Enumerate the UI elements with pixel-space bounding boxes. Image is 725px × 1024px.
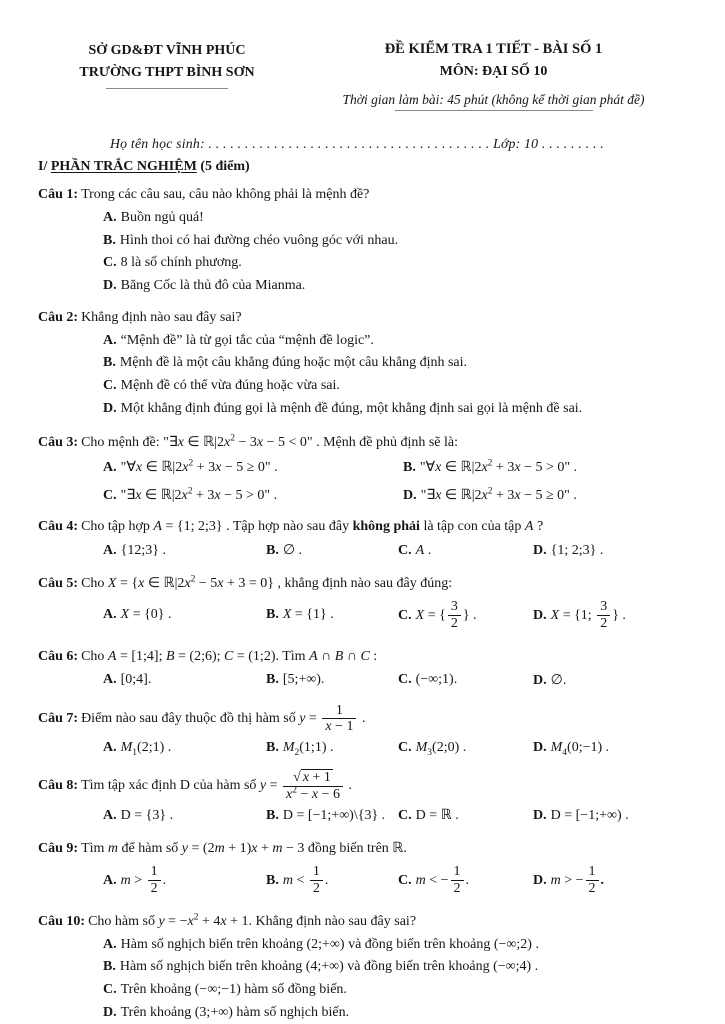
question-7-label: Câu 7: [38, 710, 79, 726]
question-5-label: Câu 5: [38, 576, 79, 592]
question-1 [38, 184, 691, 298]
option-c-text: "∃x ∈ $ℝ|2x^2 + 3x - 5 > 0$" . [120, 486, 278, 504]
section-points: (5 điểm) [196, 158, 250, 174]
question-6-stem [38, 646, 691, 667]
question-1-option-a [103, 207, 691, 230]
question-6-text: Cho A = [1;4]; B = (2;6); C = (1;2). Tìm A ∩ B ∩ C : [81, 648, 378, 664]
exam-title: ĐỀ KIỂM TRA 1 TIẾT - BÀI SỐ 1 [384, 41, 603, 57]
department-name: SỞ GD&ĐT VĨNH PHÚC [88, 43, 246, 58]
option-b-label: B. [266, 607, 279, 623]
question-9-stem [38, 838, 691, 859]
option-a-label: A. [103, 607, 117, 623]
question-9-options [38, 861, 691, 898]
option-c-label: C. [398, 739, 412, 755]
duration-rule [395, 110, 593, 111]
option-d-label: D. [533, 542, 547, 558]
question-3-option-c [103, 487, 403, 504]
question-8-option-b [266, 808, 398, 824]
question-2-text: Khẳng định nào sau đây sai? [81, 309, 242, 325]
option-c-text: A . [415, 542, 432, 558]
question-1-stem [38, 184, 691, 205]
option-c-label: C. [398, 872, 412, 888]
question-8 [38, 770, 691, 826]
question-9-option-d [533, 864, 691, 896]
question-10-text: Cho hàm số $y = -x^2 + 4x + 1$. Khẳng định nào sau đây sai? [88, 911, 417, 929]
question-3-options [38, 455, 691, 504]
option-a-label: A. [103, 739, 117, 755]
option-a-text: Hàm số nghịch biến trên khoảng (2;+∞) và đồng biến trên khoảng (−∞;2) . [120, 936, 539, 952]
question-5-option-c [398, 599, 533, 631]
question-1-label: Câu 1: [38, 186, 79, 202]
option-a-label: A. [103, 542, 117, 558]
section-prefix: I/ [38, 158, 51, 174]
option-b-text: m < $\frac{1}{2}$ . [282, 864, 329, 896]
option-d-label: D. [533, 672, 547, 688]
question-6 [38, 646, 691, 691]
question-7 [38, 703, 691, 758]
option-d-label: D. [103, 1004, 117, 1020]
option-a-text: D = {3} . [120, 807, 174, 823]
option-d-label: D. [533, 739, 547, 755]
question-10-option-a [103, 934, 691, 957]
option-b-text: Hàm số nghịch biến trên khoảng (4;+∞) và đồng biến trên khoảng (−∞;4) . [119, 959, 539, 975]
question-3-label: Câu 3: [38, 435, 79, 451]
question-1-text: Trong các câu sau, câu nào không phải là mệnh đề? [81, 186, 370, 202]
question-4 [38, 516, 691, 561]
option-a-text: "∀x ∈ $ℝ|2x^2 + 3x - 5 \ge 0$" . [120, 458, 278, 476]
option-c-label: C. [398, 672, 412, 688]
question-8-option-c [398, 807, 533, 824]
option-b-label: B. [266, 543, 279, 559]
option-c-text: (−∞;1). [415, 672, 458, 688]
question-4-option-b [266, 542, 398, 559]
question-5 [38, 573, 691, 633]
option-a-text: Buồn ngủ quá! [120, 209, 204, 225]
question-10-option-b [103, 956, 691, 979]
question-6-option-b [266, 672, 398, 688]
question-7-stem [38, 703, 691, 735]
exam-subject: MÔN: ĐẠI SỐ 10 [439, 64, 548, 80]
option-c-text: Mệnh đề có thể vừa đúng hoặc vừa sai. [120, 377, 340, 393]
question-5-option-a [103, 607, 266, 623]
question-4-option-c [398, 543, 533, 559]
question-3-option-d [403, 487, 691, 504]
question-4-text: Cho tập hợp A = {1; 2;3} . Tập hợp nào sau đây không phải là tập con của tập A ? [81, 519, 544, 535]
option-c-label: C. [398, 542, 412, 558]
section-name: PHẦN TRẮC NGHIỆM [50, 158, 197, 174]
question-9-option-a [103, 864, 266, 896]
option-d-label: D. [533, 607, 547, 623]
option-a-label: A. [103, 872, 117, 888]
question-3 [38, 432, 691, 504]
question-7-option-a [103, 740, 266, 756]
option-b-text: D = [−1;+∞)\{3} . [282, 807, 386, 823]
question-4-label: Câu 4: [38, 519, 79, 535]
option-c-text: X = { $\frac{3}{2}$ } . [415, 599, 477, 631]
school-block-rule [106, 88, 228, 89]
option-d-text: m > − $\frac{1}{2}$ . [550, 864, 605, 896]
question-5-options [38, 596, 691, 633]
option-c-text: $M_3(2;0)$ . [415, 739, 467, 758]
option-d-text: Trên khoảng (3;+∞) hàm số nghịch biến. [120, 1004, 350, 1020]
option-b-label: B. [266, 672, 279, 688]
exam-title-block [296, 38, 691, 111]
student-info-line: Họ tên học sinh: . . . . . . . . . . . . . . . . . . . . . . . . . . . . . . . . . . . . . . . Lớp: 10 . . . . . . . . . [110, 135, 604, 151]
question-4-option-d [533, 543, 691, 559]
question-4-options [38, 539, 691, 561]
question-5-text: Cho X = {x ∈ $ℝ|2x^2 - 5x + 3 = 0$} , khẳng định nào sau đây đúng: [81, 574, 453, 592]
section-title [38, 159, 691, 175]
question-9-option-b [266, 864, 398, 896]
question-10-label: Câu 10: [38, 913, 86, 929]
option-b-label: B. [266, 872, 279, 888]
option-c-text: 8 là số chính phương. [120, 255, 242, 271]
option-d-text: $M_4(0;-1)$ . [550, 739, 610, 758]
option-b-text: X = {1} . [282, 607, 334, 623]
question-9 [38, 838, 691, 898]
question-6-option-c [398, 672, 533, 688]
school-name: TRƯỜNG THPT BÌNH SƠN [79, 64, 255, 80]
question-4-option-a [103, 543, 266, 559]
option-a-text: X = {0} . [120, 607, 172, 623]
option-b-text: [5;+∞). [282, 672, 325, 688]
question-6-label: Câu 6: [38, 648, 79, 664]
option-d-text: {1; 2;3} . [550, 542, 604, 558]
option-d-text: Băng Cốc là thủ đô của Mianma. [120, 277, 306, 293]
question-7-text: Điểm nào sau đây thuộc đồ thị hàm số y = $\frac{1}{x - 1}$ . [81, 702, 366, 735]
question-2-option-c [103, 375, 691, 398]
option-d-label: D. [103, 277, 117, 293]
question-3-stem [38, 432, 691, 453]
option-a-text: [0;4]. [120, 672, 152, 688]
question-9-option-c [398, 864, 533, 896]
option-d-text: X = {1; $\frac{3}{2}$ } . [550, 599, 626, 631]
question-6-options [38, 669, 691, 691]
option-d-label: D. [533, 807, 547, 823]
question-8-text: Tìm tập xác định D của hàm số y = $\frac{√ x + 1}{x^2 - x - 6}$ . [81, 769, 353, 802]
question-5-option-b [266, 607, 398, 623]
question-7-option-c [398, 740, 533, 756]
option-d-label: D. [533, 872, 547, 888]
option-c-label: C. [103, 377, 117, 393]
question-9-label: Câu 9: [38, 841, 79, 857]
question-10-option-c [103, 979, 691, 1002]
question-10 [38, 911, 691, 1024]
question-8-label: Câu 8: [38, 778, 79, 794]
question-6-option-d [533, 672, 691, 689]
question-2 [38, 307, 691, 421]
option-c-label: C. [103, 488, 117, 504]
option-b-label: B. [103, 355, 116, 371]
question-3-option-b [403, 459, 691, 476]
option-b-text: Mệnh đề là một câu khẳng đúng hoặc một câu khẳng định sai. [119, 355, 468, 371]
option-c-text: D = ℝ . [415, 808, 459, 824]
option-c-label: C. [398, 808, 412, 824]
option-c-text: Trên khoảng (−∞;−1) hàm số đồng biến. [120, 981, 347, 997]
option-d-text: Một khẳng định đúng gọi là mệnh đề đúng, một khẳng định sai gọi là mệnh đề sai. [120, 400, 583, 416]
exam-header [38, 38, 691, 111]
option-a-label: A. [103, 936, 117, 952]
option-c-label: C. [103, 255, 117, 271]
question-10-options [38, 934, 691, 1024]
option-a-text: “Mệnh đề” là từ gọi tắc của “mệnh đề logic”. [120, 332, 374, 348]
option-a-text: m > $\frac{1}{2}$ . [120, 864, 167, 896]
option-a-label: A. [103, 460, 117, 476]
option-b-label: B. [266, 807, 279, 823]
exam-duration: Thời gian làm bài: 45 phút (không kể thời gian phát đề) [342, 91, 645, 107]
question-8-stem [38, 770, 691, 802]
option-d-label: D. [403, 488, 417, 504]
question-2-options [38, 330, 691, 421]
option-a-label: A. [103, 332, 117, 348]
question-3-text: Cho mệnh đề: "∃x ∈ $ℝ|2x^2 - 3x - 5 < 0$" . Mệnh đề phủ định sẽ là: [81, 433, 459, 451]
option-a-label: A. [103, 209, 117, 225]
option-d-text: ∅. [550, 672, 567, 688]
question-3-option-a [103, 459, 403, 476]
option-d-label: D. [103, 400, 117, 416]
question-5-stem [38, 573, 691, 594]
question-8-option-a [103, 808, 266, 824]
option-a-label: A. [103, 672, 117, 688]
option-d-text: "∃x ∈ $ℝ|2x^2 + 3x - 5 \ge 0$" . [420, 486, 577, 504]
question-6-option-a [103, 672, 266, 688]
option-a-label: A. [103, 807, 117, 823]
option-b-label: B. [403, 460, 416, 476]
option-a-text: $M_1(2;1)$ . [120, 739, 172, 758]
question-9-text: Tìm m để hàm số y = (2m + 1)x + m − 3 đồng biến trên ℝ. [81, 841, 407, 857]
option-d-text: D = [−1;+∞) . [550, 807, 629, 823]
question-2-option-b [103, 352, 691, 375]
question-8-option-d [533, 808, 691, 824]
question-7-option-d [533, 740, 691, 756]
option-b-text: Hình thoi có hai đường chéo vuông góc với nhau. [119, 232, 399, 248]
school-block [38, 38, 296, 111]
option-b-text: $M_2(1;1)$ . [282, 739, 334, 758]
option-b-text: ∅ . [282, 543, 303, 559]
question-2-label: Câu 2: [38, 309, 79, 325]
question-2-stem [38, 307, 691, 328]
question-10-stem [38, 911, 691, 932]
question-4-stem [38, 516, 691, 537]
option-b-label: B. [266, 739, 279, 755]
question-8-options [38, 804, 691, 826]
question-7-option-b [266, 740, 398, 756]
option-b-label: B. [103, 232, 116, 248]
option-b-text: "∀x ∈ $ℝ|2x^2 + 3x - 5 > 0$" . [419, 458, 578, 476]
question-7-options [38, 737, 691, 758]
question-10-option-d [103, 1002, 691, 1024]
question-2-option-a [103, 330, 691, 353]
option-c-label: C. [103, 981, 117, 997]
question-2-option-d [103, 398, 691, 421]
option-c-text: m < − $\frac{1}{2}$ . [415, 864, 470, 896]
option-b-label: B. [103, 959, 116, 975]
question-1-option-b [103, 230, 691, 253]
question-1-option-c [103, 252, 691, 275]
option-c-label: C. [398, 607, 412, 623]
option-a-text: {12;3} . [120, 542, 166, 558]
question-1-option-d [103, 275, 691, 298]
question-5-option-d [533, 599, 691, 631]
question-1-options [38, 207, 691, 298]
